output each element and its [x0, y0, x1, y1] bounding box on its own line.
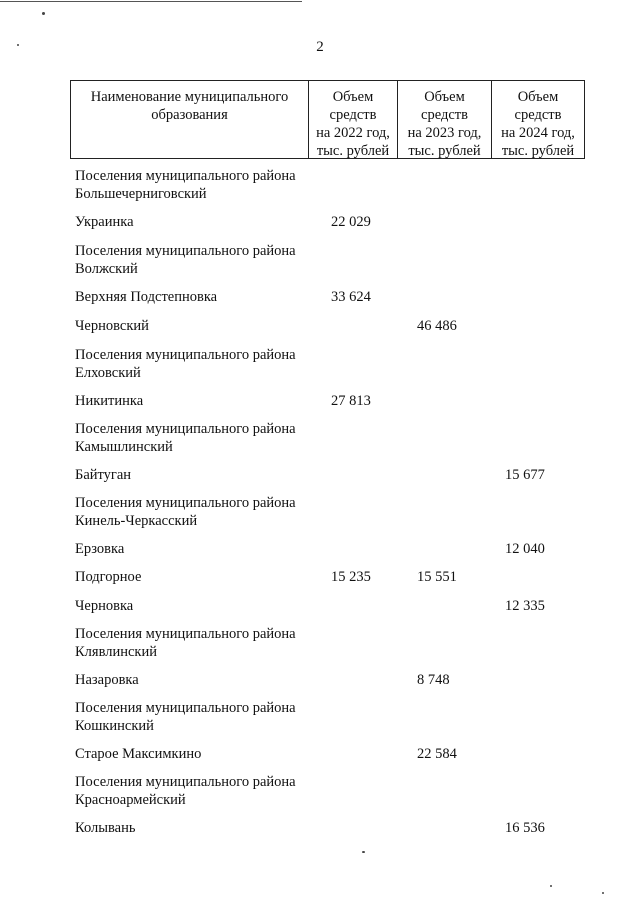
table-row: [0, 540, 640, 558]
row-municipality-name: Поселения муниципального района Красноармейский: [75, 774, 296, 808]
header-municipality: Наименование муниципального образования: [70, 80, 308, 159]
table-row: [0, 671, 640, 689]
row-municipality-name: Поселения муниципального района Большечерниговский: [75, 168, 296, 202]
row-municipality-name: Подгорное: [75, 569, 142, 585]
row-municipality-name: Украинка: [75, 214, 134, 230]
row-municipality-name: Поселения муниципального района Елховский: [75, 347, 296, 381]
table-row: [0, 317, 640, 335]
header-2022: Объем средств на 2022 год, тыс. рублей: [308, 80, 397, 159]
scan-speck: [17, 44, 19, 46]
table-row: [0, 568, 640, 586]
row-municipality-name: Черновка: [75, 598, 134, 614]
row-municipality-name: Поселения муниципального района Кошкинский: [75, 700, 296, 734]
scan-speck: [362, 851, 365, 853]
scan-speck: [42, 12, 45, 15]
table-row: [0, 597, 640, 615]
row-value-2024: 15 677: [505, 467, 545, 483]
row-value-2024: 12 335: [505, 598, 545, 614]
table-row: [0, 773, 640, 808]
row-value-2023: 8 748: [417, 672, 450, 688]
row-municipality-name: Поселения муниципального района Кинель-Черкасский: [75, 495, 296, 529]
row-value-2024: 12 040: [505, 541, 545, 557]
row-municipality-name: Старое Максимкино: [75, 746, 202, 762]
table-row: [0, 392, 640, 410]
table-row: [0, 242, 640, 277]
row-municipality-name: Поселения муниципального района Камышлинский: [75, 421, 296, 455]
header-2023: Объем средств на 2023 год, тыс. рублей: [397, 80, 491, 159]
row-value-2023: 22 584: [417, 746, 457, 762]
row-municipality-name: Поселения муниципального района Клявлинский: [75, 626, 296, 660]
table-row: [0, 494, 640, 529]
table-row: [0, 167, 640, 202]
row-municipality-name: Черновский: [75, 318, 149, 334]
row-value-2023: 15 551: [417, 569, 457, 585]
row-municipality-name: Колывань: [75, 820, 136, 836]
scan-speck: [550, 885, 552, 887]
row-value-2022: 33 624: [331, 289, 371, 305]
row-municipality-name: Назаровка: [75, 672, 139, 688]
row-municipality-name: Ерзовка: [75, 541, 125, 557]
table-row: [0, 625, 640, 660]
page-number: 2: [316, 39, 324, 55]
row-value-2022: 15 235: [331, 569, 371, 585]
row-municipality-name: Байтуган: [75, 467, 132, 483]
header-2024: Объем средств на 2024 год, тыс. рублей: [491, 80, 585, 159]
table-row: [0, 745, 640, 763]
table-row: [0, 288, 640, 306]
row-value-2023: 46 486: [417, 318, 457, 334]
row-value-2024: 16 536: [505, 820, 545, 836]
table-row: [0, 420, 640, 455]
table-row: [0, 699, 640, 734]
row-value-2022: 27 813: [331, 393, 371, 409]
table-row: [0, 466, 640, 484]
table-row: [0, 819, 640, 837]
row-municipality-name: Никитинка: [75, 393, 144, 409]
table-row: [0, 346, 640, 381]
scan-speck: [602, 892, 604, 894]
row-municipality-name: Поселения муниципального района Волжский: [75, 243, 296, 277]
row-municipality-name: Верхняя Подстепновка: [75, 289, 218, 305]
row-value-2022: 22 029: [331, 214, 371, 230]
table-row: [0, 213, 640, 231]
